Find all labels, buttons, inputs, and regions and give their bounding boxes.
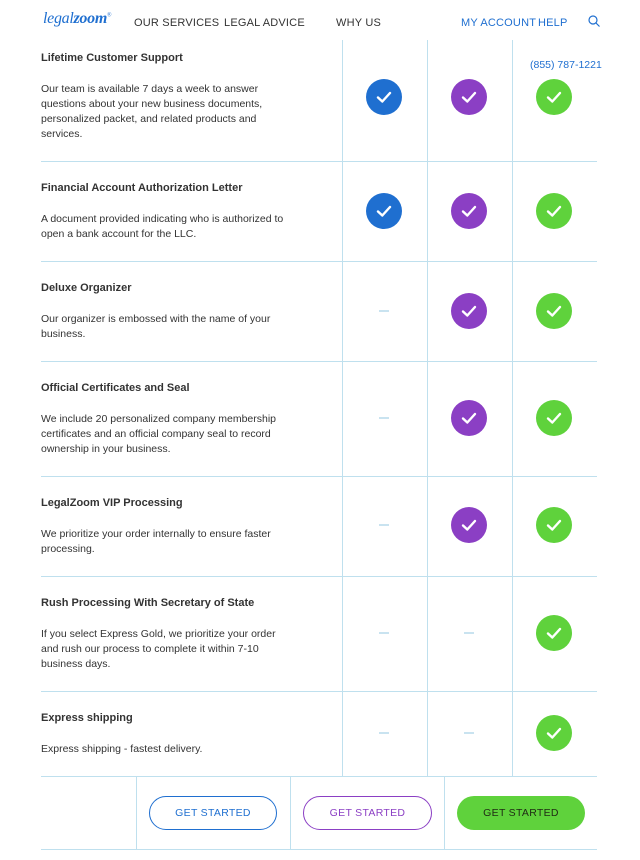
column-divider (290, 776, 291, 849)
not-included-dash-icon (464, 632, 474, 634)
feature-description: Our team is available 7 days a week to answer questions about your new business documents, personalized packet, and related products and services. (41, 83, 263, 140)
not-included-dash-icon (379, 732, 389, 734)
feature-description: Our organizer is embossed with the name of your business. (41, 313, 271, 340)
check-icon (451, 79, 487, 115)
feature-row (41, 712, 291, 757)
feature-row (41, 182, 291, 242)
feature-description: We prioritize your order internally to ensure faster processing. (41, 528, 271, 555)
feature-title: Express shipping (41, 712, 133, 724)
feature-row (41, 597, 291, 672)
search-icon[interactable] (588, 15, 600, 27)
feature-row (41, 52, 291, 142)
legalzoom-logo[interactable] (43, 10, 111, 28)
site-header (0, 0, 640, 40)
feature-title: Rush Processing With Secretary of State (41, 597, 255, 609)
feature-title: Deluxe Organizer (41, 282, 132, 294)
nav-my-account[interactable]: MY ACCOUNT (461, 17, 537, 29)
feature-row (41, 497, 291, 557)
phone-number[interactable]: (855) 787-1221 (530, 59, 602, 71)
check-icon (536, 615, 572, 651)
row-divider (41, 776, 597, 777)
row-divider (41, 161, 597, 162)
row-divider (41, 261, 597, 262)
get-started-button-tier1[interactable]: GET STARTED (149, 796, 277, 830)
nav-legal-advice[interactable]: LEGAL ADVICE (224, 17, 305, 29)
check-icon (451, 293, 487, 329)
check-icon (536, 715, 572, 751)
not-included-dash-icon (379, 310, 389, 312)
check-icon (451, 400, 487, 436)
check-icon (451, 507, 487, 543)
feature-description: If you select Express Gold, we prioritize your order and rush our process to complete it within 7-10 business days. (41, 628, 276, 670)
not-included-dash-icon (379, 524, 389, 526)
check-icon (536, 507, 572, 543)
feature-description: A document provided indicating who is authorized to open a bank account for the LLC. (41, 213, 284, 240)
get-started-button-tier3[interactable]: GET STARTED (457, 796, 585, 830)
not-included-dash-icon (379, 632, 389, 634)
feature-title: Official Certificates and Seal (41, 382, 190, 394)
feature-description: Express shipping - fastest delivery. (41, 743, 203, 755)
row-divider (41, 849, 597, 850)
column-divider (512, 36, 513, 776)
row-divider (41, 576, 597, 577)
nav-why-us[interactable]: WHY US (336, 17, 382, 29)
not-included-dash-icon (379, 417, 389, 419)
not-included-dash-icon (464, 732, 474, 734)
check-icon (366, 193, 402, 229)
column-divider (136, 776, 137, 849)
check-icon (366, 79, 402, 115)
get-started-button-tier2[interactable]: GET STARTED (303, 796, 432, 830)
feature-row (41, 382, 291, 457)
column-divider (444, 776, 445, 849)
nav-help[interactable]: HELP (538, 17, 568, 29)
check-icon (536, 400, 572, 436)
feature-title: Financial Account Authorization Letter (41, 182, 243, 194)
row-divider (41, 691, 597, 692)
feature-description: We include 20 personalized company membership certificates and an official company seal to record ownership in your business. (41, 413, 277, 455)
column-divider (342, 36, 343, 776)
column-divider (427, 36, 428, 776)
nav-our-services[interactable]: OUR SERVICES (134, 17, 220, 29)
row-divider (41, 361, 597, 362)
feature-title: LegalZoom VIP Processing (41, 497, 183, 509)
check-icon (536, 193, 572, 229)
logo-accent: zoom (73, 10, 107, 27)
row-divider (41, 476, 597, 477)
check-icon (451, 193, 487, 229)
check-icon (536, 293, 572, 329)
feature-title: Lifetime Customer Support (41, 52, 183, 64)
logo-main: legal (43, 10, 74, 27)
logo-mark: ® (106, 12, 112, 19)
check-icon (536, 79, 572, 115)
feature-row (41, 282, 291, 342)
